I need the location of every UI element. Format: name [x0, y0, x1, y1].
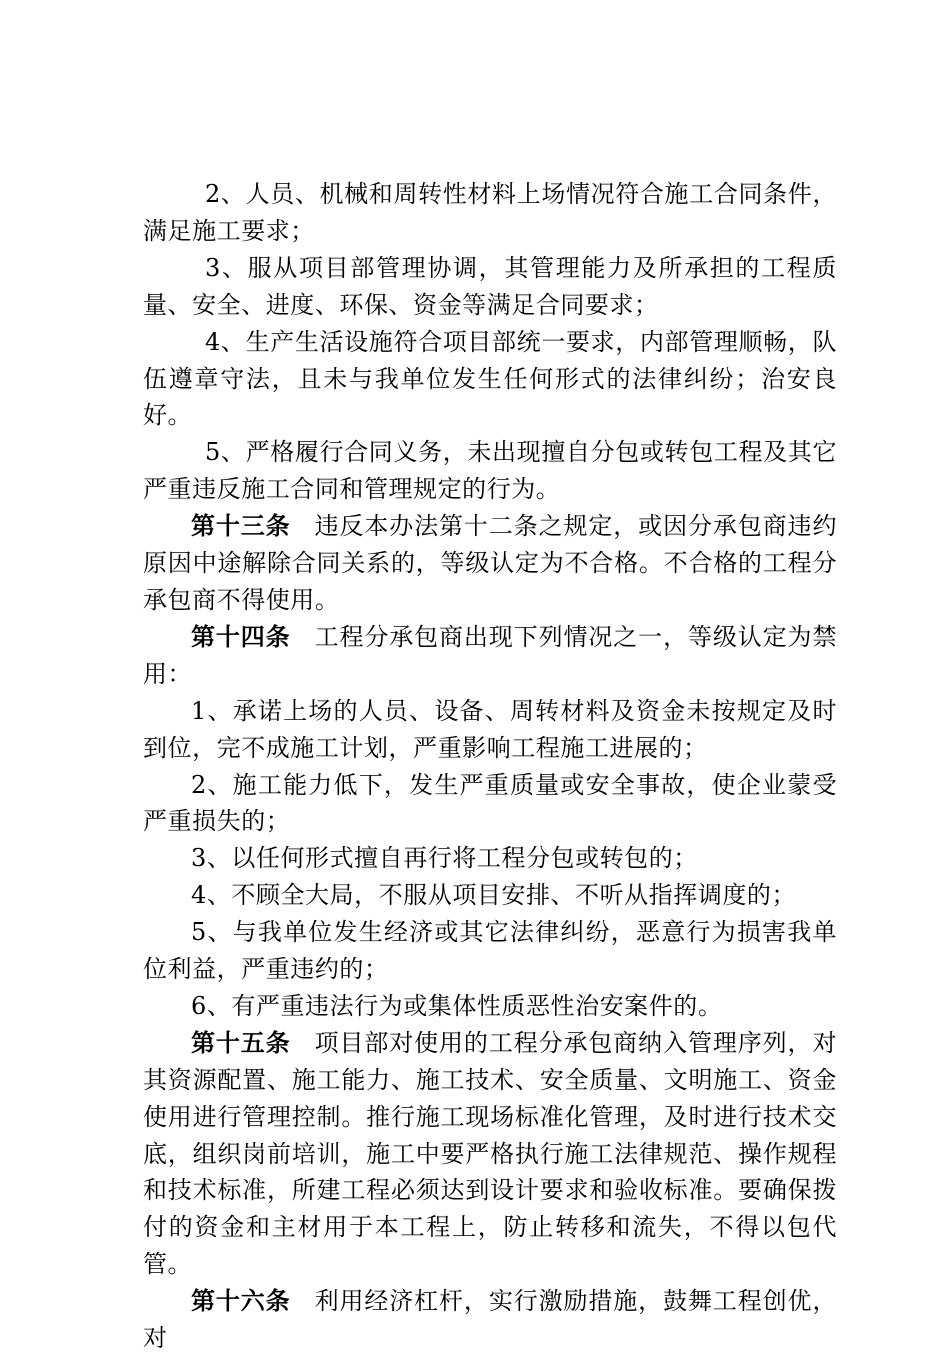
article-heading: 第十五条 [191, 1028, 291, 1057]
paragraph-text: 3、服从项目部管理协调，其管理能力及所承担的工程质量、安全、进度、环保、资金等满足合同要求； [143, 253, 837, 319]
article-14 [143, 619, 837, 693]
paragraph-text: 5、与我单位发生经济或其它法律纠纷，恶意行为损害我单位利益，严重违约的； [143, 918, 837, 984]
document-body [143, 176, 837, 1357]
article-13 [143, 508, 837, 619]
paragraph-text: 3、以任何形式擅自再行将工程分包或转包的； [191, 844, 698, 873]
paragraph-text: 项目部对使用的工程分承包商纳入管理序列，对其资源配置、施工能力、施工技术、安全质量、文明施工、资金使用进行管理控制。推行施工现场标准化管理，及时进行技术交底，组织岗前培训，施工中要严格执行施工法律规范、操作规程和技术标准，所建工程必须达到设计要求和验收标准。要确保拨付的资金和主材用于本工程上，防止转移和流失，不得以包代管。 [143, 1028, 837, 1279]
article-15 [143, 1025, 837, 1283]
paragraph-text: 利用经济杠杆，实行激励措施，鼓舞工程创优，对 [143, 1287, 837, 1353]
article-16 [143, 1283, 837, 1357]
paragraph [143, 434, 837, 508]
paragraph [143, 176, 837, 250]
paragraph [143, 914, 837, 988]
paragraph-text: 6、有严重违法行为或集体性质恶性治安案件的。 [191, 991, 723, 1020]
paragraph-text: 1、承诺上场的人员、设备、周转材料及资金未按规定及时到位，完不成施工计划，严重影响工程施工进展的； [143, 696, 837, 762]
paragraph [143, 324, 837, 435]
paragraph-text: 违反本办法第十二条之规定，或因分承包商违约原因中途解除合同关系的，等级认定为不合格。不合格的工程分承包商不得使用。 [143, 512, 837, 614]
paragraph [143, 693, 837, 767]
paragraph [143, 988, 837, 1025]
paragraph-text: 2、人员、机械和周转性材料上场情况符合施工合同条件，满足施工要求； [143, 180, 837, 245]
paragraph [143, 767, 837, 841]
article-heading: 第十六条 [191, 1287, 291, 1316]
paragraph-text: 2、施工能力低下，发生严重质量或安全事故，使企业蒙受严重损失的； [143, 770, 837, 836]
article-heading: 第十三条 [191, 512, 291, 541]
paragraph [143, 877, 837, 914]
article-heading: 第十四条 [191, 622, 291, 651]
paragraph [143, 250, 837, 324]
paragraph-text: 工程分承包商出现下列情况之一，等级认定为禁用： [143, 622, 837, 688]
paragraph-text: 4、生产生活设施符合项目部统一要求，内部管理顺畅，队伍遵章守法，且未与我单位发生任何形式的法律纠纷；治安良好。 [143, 327, 837, 430]
paragraph-text: 4、不顾全大局，不服从项目安排、不听从指挥调度的； [191, 881, 797, 910]
paragraph-text: 5、严格履行合同义务，未出现擅自分包或转包工程及其它严重违反施工合同和管理规定的行为。 [143, 438, 837, 504]
paragraph [143, 840, 837, 877]
